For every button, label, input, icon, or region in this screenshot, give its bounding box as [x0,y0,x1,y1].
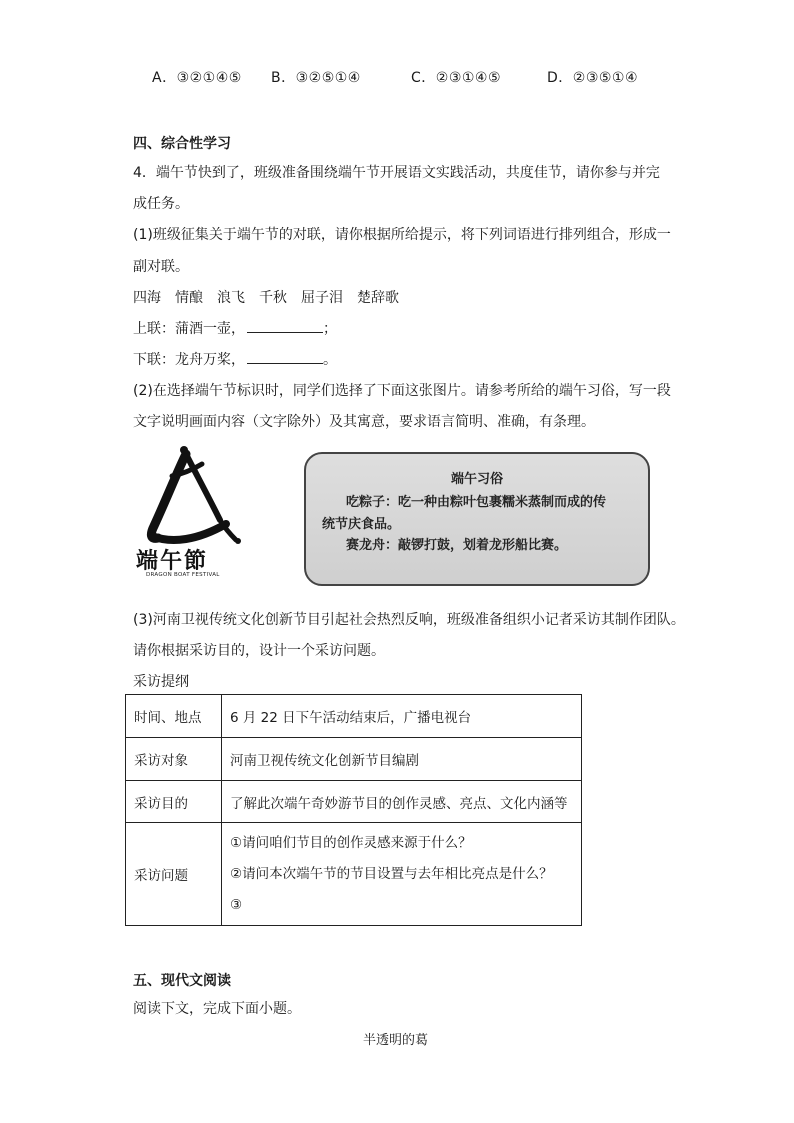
p3-line2: 请你根据采访目的，设计一个采访问题。 [133,643,385,659]
festival-figure [128,440,656,590]
logo-chinese-text: 端午節 [136,548,209,574]
row-value: 了解此次端午奇妙游节目的创作灵感、亮点、文化内涵等 [222,781,582,823]
p2-line1: (2)在选择端午节标识时，同学们选择了下面这张图片。请参考所给的端午习俗，写一段 [133,383,671,399]
table-row [126,781,582,823]
interview-questions [222,823,582,926]
p1-line1: (1)班级征集关于端午节的对联，请你根据所给提示，将下列词语进行排列组合，形成一 [133,227,671,243]
lower-couplet-end: 。 [323,352,337,368]
question-1: ①请问咱们节目的创作灵感来源于什么？ [230,834,472,851]
logo-english-text: DRAGON BOAT FESTIVAL [146,572,220,578]
q4-line1: 4．端午节快到了，班级准备围绕端午节开展语文实践活动，共度佳节，请你参与并完 [133,165,660,181]
option-b[interactable]: B．③②⑤①④ [271,70,361,86]
p3-line1: (3)河南卫视传统文化创新节目引起社会热烈反响，班级准备组织小记者采访其制作团队。 [133,612,685,628]
interview-outline-table [125,694,582,926]
custom-card [304,452,650,586]
card-line2: 统节庆食品。 [322,517,401,532]
row-value: 河南卫视传统文化创新节目编剧 [222,738,582,781]
outline-label: 采访提纲 [133,674,189,690]
row-value: 6 月 22 日下午活动结束后，广播电视台 [222,695,582,738]
lower-couplet-label: 下联：龙舟万桨， [133,352,245,368]
option-c[interactable]: C．②③①④⑤ [411,70,502,86]
lower-couplet [133,349,337,369]
option-d[interactable]: D．②③⑤①④ [547,70,639,86]
lower-couplet-blank[interactable] [247,351,323,364]
table-row [126,695,582,738]
p2-line2: 文字说明画面内容（文字除外）及其寓意，要求语言简明、准确，有条理。 [133,414,595,430]
section4-heading: 四、综合性学习 [133,136,231,152]
question-3-input[interactable]: ③ [230,896,243,913]
answer-options [0,67,794,87]
row-key: 时间、地点 [126,695,222,738]
upper-couplet-blank[interactable] [247,320,323,333]
q4-line2: 成任务。 [133,196,189,212]
p1-line2: 副对联。 [133,259,189,275]
card-line1: 吃粽子：吃一种由粽叶包裹糯米蒸制而成的传 [346,495,607,510]
word-list: 四海 情酿 浪飞 千秋 屈子泪 楚辞歌 [133,290,399,306]
row-key: 采访对象 [126,738,222,781]
upper-couplet [133,318,337,338]
row-key: 采访问题 [126,823,222,926]
card-title: 端午习俗 [450,472,503,487]
table-row [126,738,582,781]
section5-heading: 五、现代文阅读 [133,973,231,989]
dragon-boat-logo [128,440,248,590]
row-key: 采访目的 [126,781,222,823]
card-line3: 赛龙舟：敲锣打鼓，划着龙形船比赛。 [346,538,568,553]
table-row [126,823,582,926]
option-a[interactable]: A．③②①④⑤ [152,70,242,86]
upper-couplet-label: 上联：蒲酒一壶， [133,321,245,337]
article-title: 半透明的葛 [363,1033,429,1048]
upper-couplet-end: ； [323,321,337,337]
question-2: ②请问本次端午节的节目设置与去年相比亮点是什么？ [230,865,553,882]
section5-instruction: 阅读下文，完成下面小题。 [133,1001,301,1017]
